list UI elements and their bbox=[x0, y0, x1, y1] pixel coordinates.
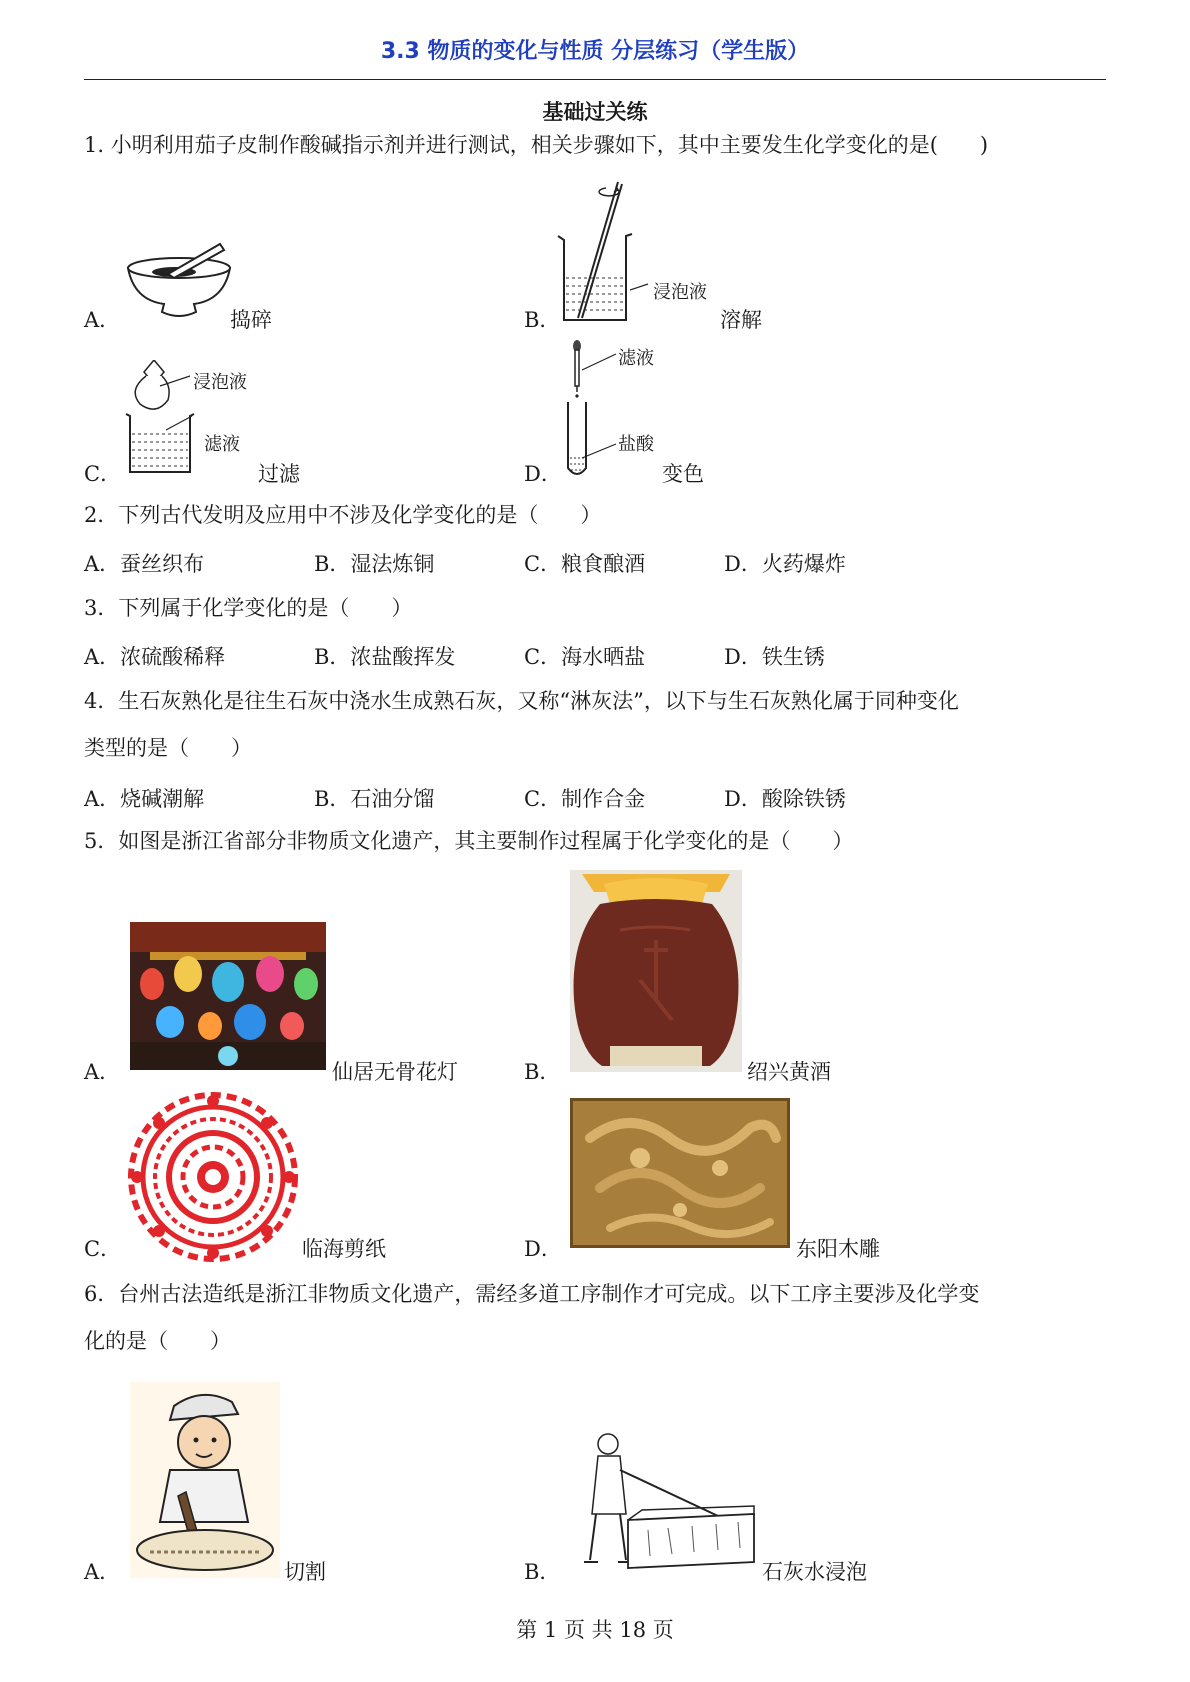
q1-option-d-caption: 变色 bbox=[662, 462, 704, 486]
q5-option-d-caption: 东阳木雕 bbox=[796, 1237, 880, 1261]
q1-option-b-caption: 溶解 bbox=[720, 308, 762, 332]
question-1-text: 1. 小明利用茄子皮制作酸碱指示剂并进行测试，相关步骤如下，其中主要发生化学变化的是( ) bbox=[84, 133, 989, 157]
wine-jar-photo bbox=[570, 870, 742, 1072]
beaker-stirring-figure bbox=[556, 178, 640, 324]
q1-option-a-caption: 捣碎 bbox=[230, 308, 272, 332]
q1-d-figure-label-top: 滤液 bbox=[618, 348, 654, 369]
q4-option-a: A．烧碱潮解 bbox=[84, 787, 205, 811]
q1-option-c-caption: 过滤 bbox=[258, 462, 300, 486]
question-4-text-line1: 4．生石灰熟化是往生石灰中浇水生成熟石灰，又称“淋灰法”，以下与生石灰熟化属于同种变化 bbox=[84, 689, 959, 713]
q2-option-a: A．蚕丝织布 bbox=[84, 552, 205, 576]
lantern-photo bbox=[130, 922, 326, 1070]
q1-c-figure-label-top: 浸泡液 bbox=[193, 372, 247, 393]
q5-option-b-caption: 绍兴黄酒 bbox=[747, 1060, 831, 1084]
q6-option-b-letter: B． bbox=[524, 1560, 561, 1584]
paper-cut-photo bbox=[128, 1092, 298, 1262]
question-4-text-line2: 类型的是（ ） bbox=[84, 736, 252, 760]
q3-option-d: D．铁生锈 bbox=[724, 645, 825, 669]
q2-option-d: D．火药爆炸 bbox=[724, 552, 846, 576]
q1-option-c-letter: C． bbox=[84, 462, 122, 486]
q1-option-b-letter: B． bbox=[524, 308, 561, 332]
page-footer: 第 1 页 共 18 页 bbox=[516, 1618, 674, 1642]
q5-option-c-caption: 临海剪纸 bbox=[302, 1237, 386, 1261]
q5-option-a-letter: A． bbox=[84, 1060, 121, 1084]
q1-c-figure-label-bottom: 滤液 bbox=[204, 434, 240, 455]
q3-option-c: C．海水晒盐 bbox=[524, 645, 646, 669]
q1-c-leader-lines bbox=[158, 372, 194, 432]
q1-b-leader-line bbox=[630, 276, 650, 296]
q2-option-b: B．湿法炼铜 bbox=[314, 552, 435, 576]
mortar-pestle-figure bbox=[124, 238, 234, 324]
question-2-text: 2．下列古代发明及应用中不涉及化学变化的是（ ） bbox=[84, 503, 602, 527]
question-4-options bbox=[84, 783, 1110, 813]
q1-b-figure-label: 浸泡液 bbox=[653, 282, 707, 303]
q4-option-c: C．制作合金 bbox=[524, 787, 646, 811]
q6-option-a-letter: A． bbox=[84, 1560, 121, 1584]
q2-option-c: C．粮食酿酒 bbox=[524, 552, 646, 576]
q6-option-b-caption: 石灰水浸泡 bbox=[762, 1560, 867, 1584]
section-title: 基础过关练 bbox=[542, 100, 648, 124]
question-5-text: 5．如图是浙江省部分非物质文化遗产，其主要制作过程属于化学变化的是（ ） bbox=[84, 829, 854, 853]
header-divider bbox=[84, 79, 1106, 80]
question-3-options bbox=[84, 641, 1110, 671]
q1-d-figure-label-bottom: 盐酸 bbox=[618, 434, 654, 455]
q3-option-a: A．浓硫酸稀释 bbox=[84, 645, 226, 669]
question-6-text-line1: 6．台州古法造纸是浙江非物质文化遗产，需经多道工序制作才可完成。以下工序主要涉及化学变 bbox=[84, 1282, 980, 1306]
cutting-illustration bbox=[130, 1382, 280, 1578]
q5-option-b-letter: B． bbox=[524, 1060, 561, 1084]
question-6-text-line2: 化的是（ ） bbox=[84, 1329, 231, 1353]
q5-option-a-caption: 仙居无骨花灯 bbox=[332, 1060, 458, 1084]
question-3-text: 3．下列属于化学变化的是（ ） bbox=[84, 596, 413, 620]
q1-option-a-letter: A． bbox=[84, 308, 121, 332]
q4-option-b: B．石油分馏 bbox=[314, 787, 435, 811]
q6-option-a-caption: 切割 bbox=[284, 1560, 326, 1584]
q3-option-b: B．浓盐酸挥发 bbox=[314, 645, 456, 669]
question-2-options bbox=[84, 548, 1110, 578]
q4-option-d: D．酸除铁锈 bbox=[724, 787, 846, 811]
q5-option-c-letter: C． bbox=[84, 1237, 122, 1261]
q1-d-leader-lines bbox=[580, 350, 620, 460]
page-header-title: 3.3 物质的变化与性质 分层练习（学生版） bbox=[380, 39, 810, 64]
q5-option-d-letter: D． bbox=[524, 1237, 562, 1261]
lime-soaking-illustration bbox=[568, 1430, 758, 1580]
q1-option-d-letter: D． bbox=[524, 462, 562, 486]
wood-carving-photo bbox=[570, 1098, 790, 1248]
